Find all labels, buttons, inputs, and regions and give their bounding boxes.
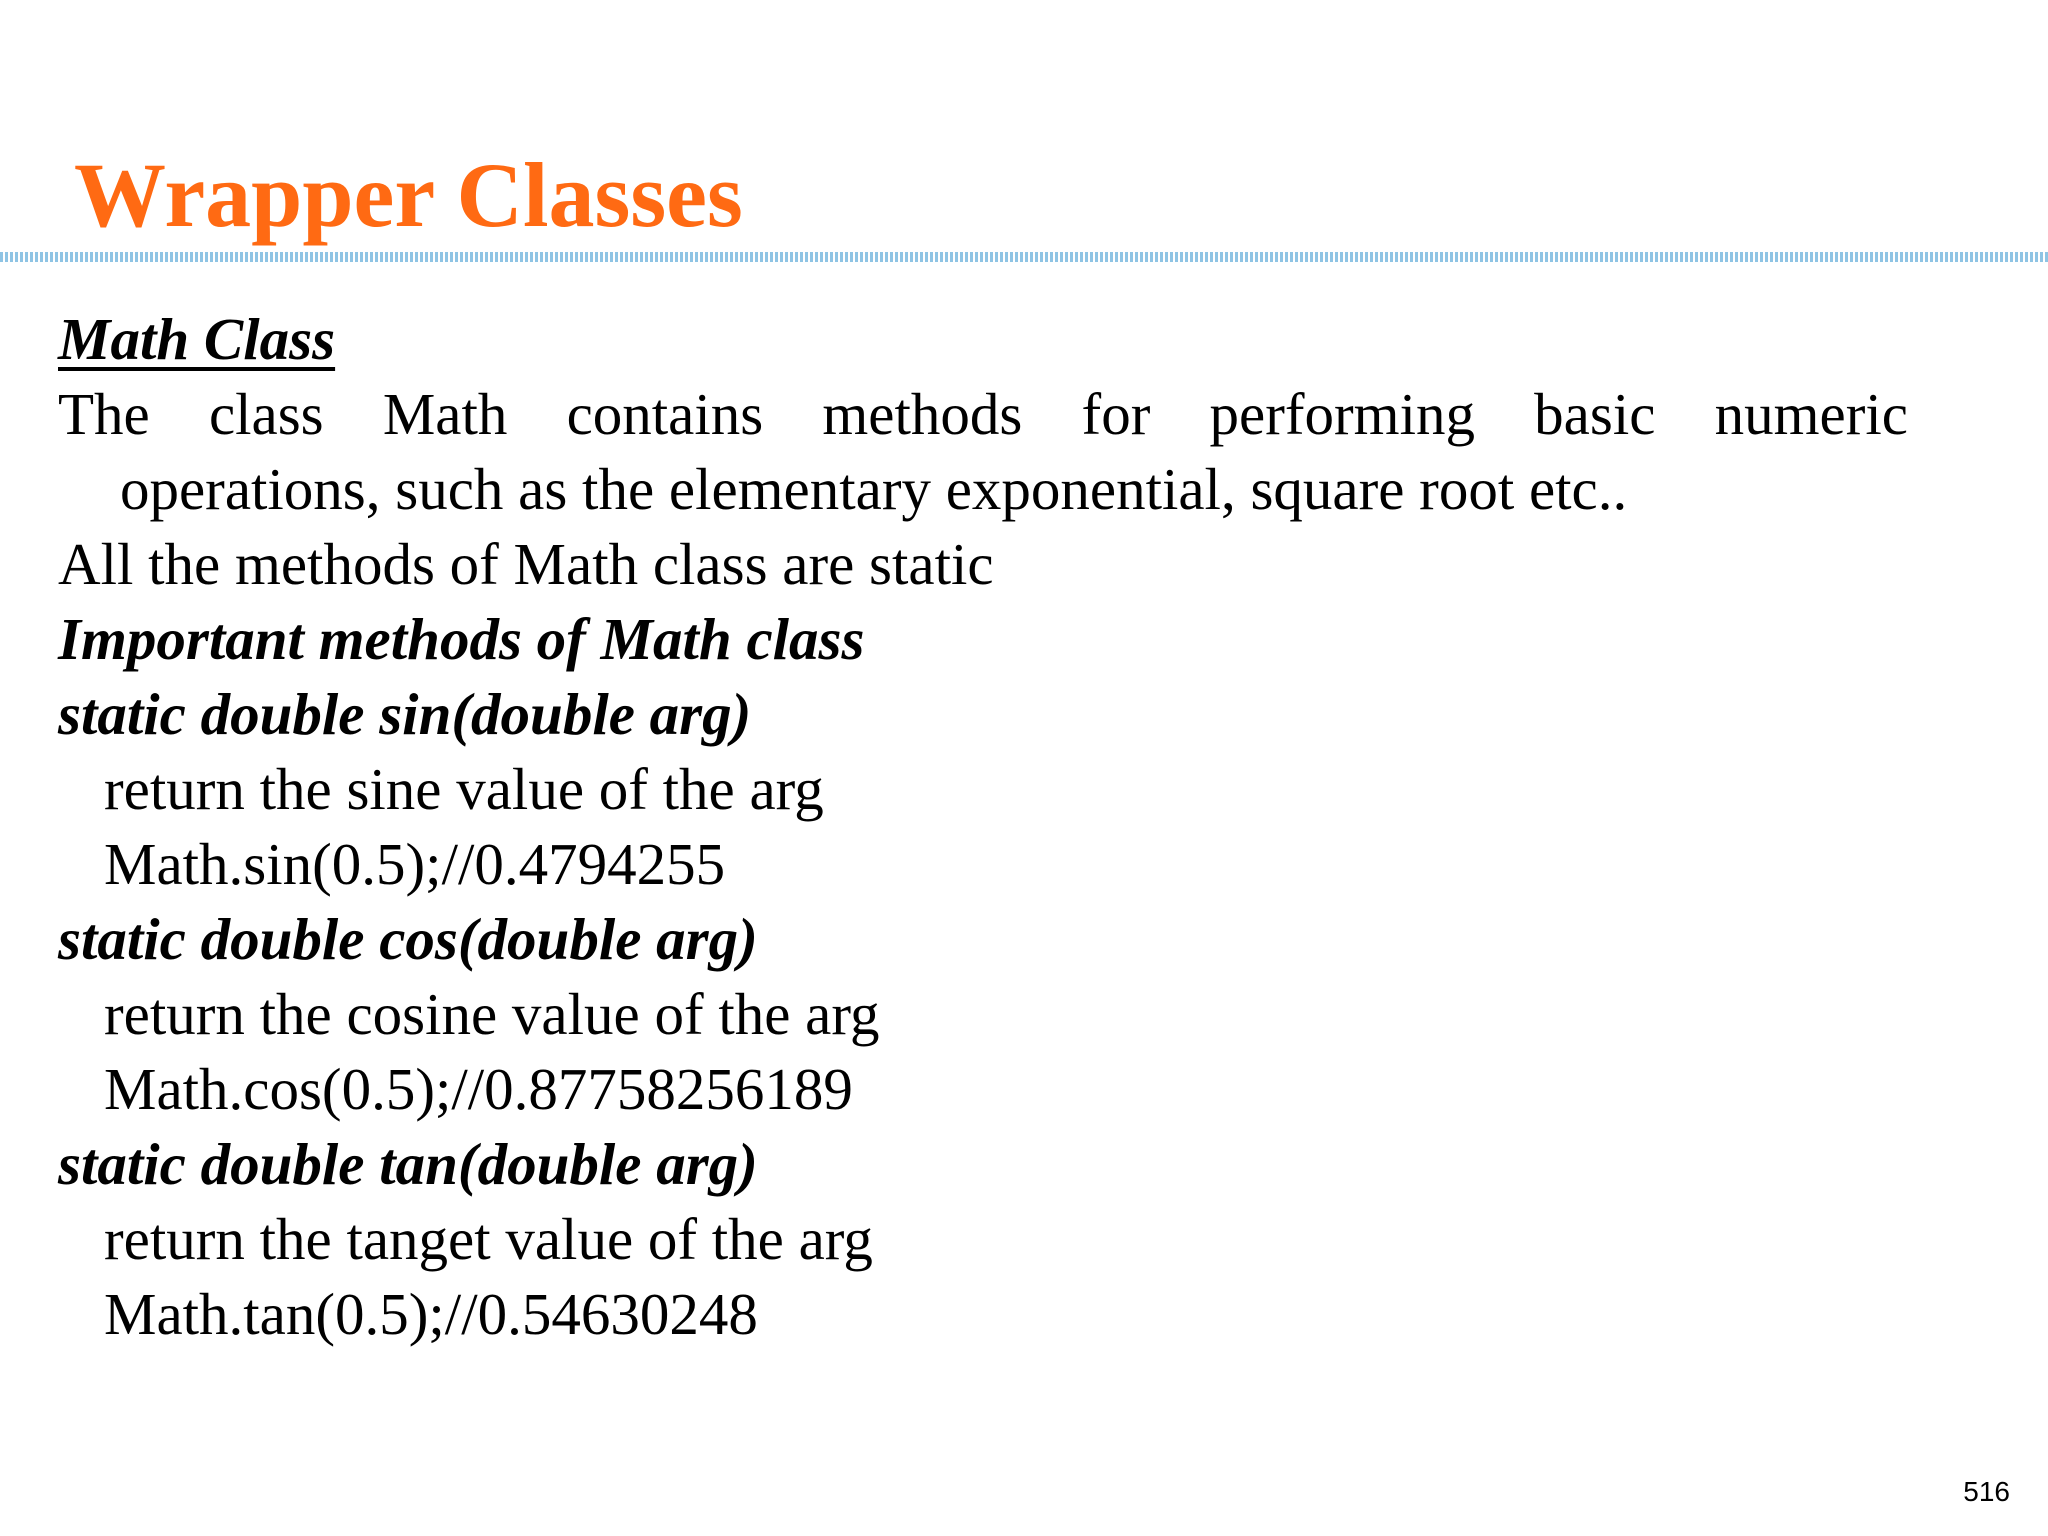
method-signature-cos: static double cos(double arg) <box>58 906 758 972</box>
title-divider <box>0 252 2048 262</box>
intro-line-1 <box>58 377 1908 452</box>
intro-word: basic <box>1534 381 1656 447</box>
intro-word: The <box>58 381 150 447</box>
method-signature-sin: static double sin(double arg) <box>58 681 752 747</box>
intro-word: Math <box>382 381 508 447</box>
intro-word: for <box>1081 381 1151 447</box>
method-description-sin: return the sine value of the arg <box>104 756 824 822</box>
intro-word: numeric <box>1714 381 1908 447</box>
method-example-sin: Math.sin(0.5);//0.4794255 <box>104 831 726 897</box>
slide-content <box>58 302 1918 1352</box>
intro-word: performing <box>1209 381 1475 447</box>
slide-title: Wrapper Classes <box>74 144 743 246</box>
intro-word: methods <box>822 381 1023 447</box>
section-heading: Math Class <box>58 306 336 372</box>
method-example-tan: Math.tan(0.5);//0.54630248 <box>104 1281 758 1347</box>
method-description-tan: return the tanget value of the arg <box>104 1206 873 1272</box>
method-example-cos: Math.cos(0.5);//0.87758256189 <box>104 1056 853 1122</box>
intro-word: class <box>208 381 324 447</box>
intro-word: contains <box>566 381 764 447</box>
static-note: All the methods of Math class are static <box>58 531 994 597</box>
method-signature-tan: static double tan(double arg) <box>58 1131 758 1197</box>
intro-line-2: operations, such as the elementary exponential, square root etc.. <box>120 456 1628 522</box>
methods-heading: Important methods of Math class <box>58 606 865 672</box>
page-number: 516 <box>1963 1476 2010 1507</box>
method-description-cos: return the cosine value of the arg <box>104 981 880 1047</box>
